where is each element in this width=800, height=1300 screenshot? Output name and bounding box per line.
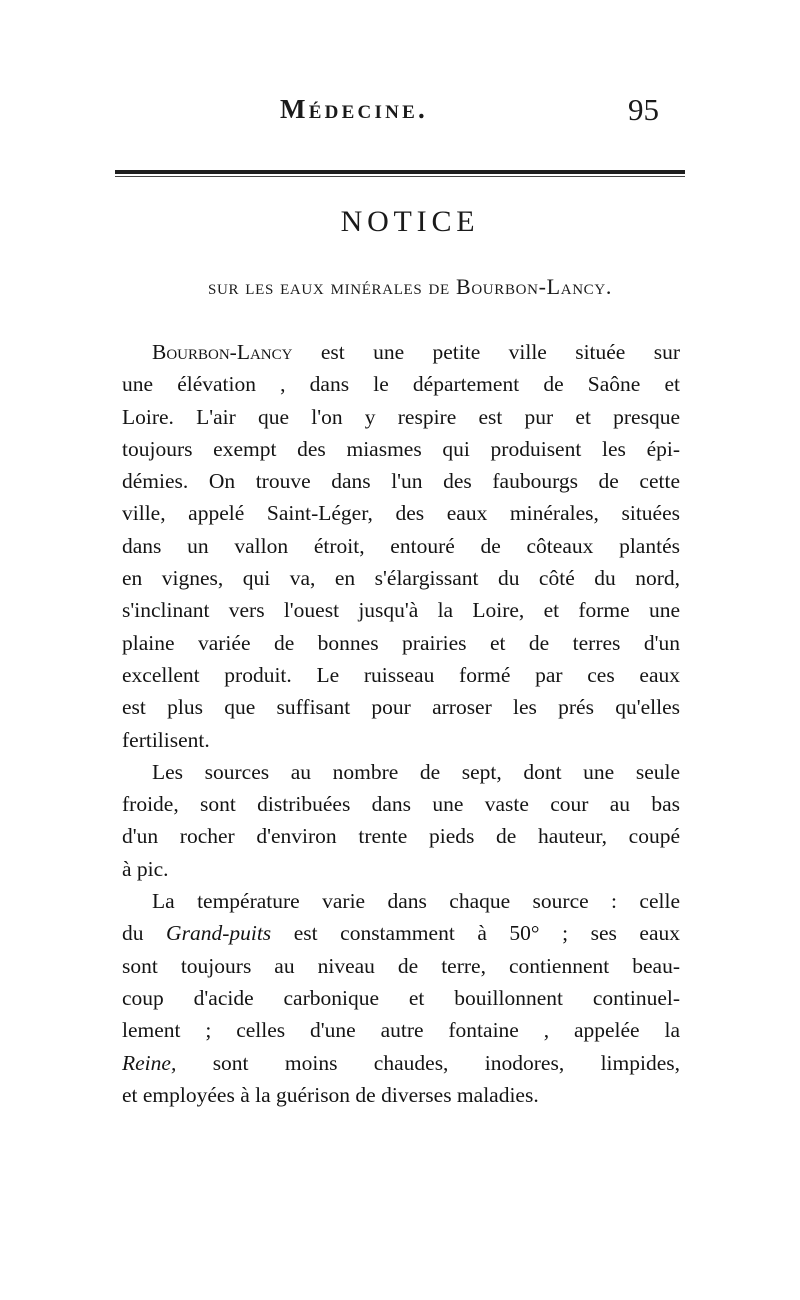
- italic-term: Reine,: [122, 1050, 177, 1075]
- text-line: en vignes, qui va, en s'élargissant du côté du nord,: [122, 566, 680, 591]
- text-line: démies. On trouve dans l'un des faubourgs de cette: [122, 469, 680, 494]
- text-line: excellent produit. Le ruisseau formé par ces eaux: [122, 662, 680, 687]
- text-line: est plus que suffisant pour arroser les prés qu'elles: [122, 695, 680, 720]
- text-line: sont toujours au niveau de terre, contiennent beau-: [122, 953, 680, 978]
- text-line: d'un rocher d'environ trente pieds de hauteur, coupé: [122, 824, 680, 849]
- body-text: [122, 336, 680, 1111]
- header-rule-thick: [115, 170, 685, 174]
- paragraph-3: [122, 885, 680, 1111]
- text-line: une élévation , dans le département de Saône et: [122, 372, 680, 397]
- italic-term: Grand-puits: [166, 921, 272, 946]
- text-line: [122, 1047, 680, 1079]
- running-head: [0, 94, 800, 134]
- text-line: toujours exempt des miasmes qui produisent les épi-: [122, 436, 680, 461]
- paragraph-2: [122, 756, 680, 885]
- notice-title: NOTICE: [340, 205, 480, 238]
- paragraph-1: [122, 336, 680, 756]
- line-text: sont moins chaudes, inodores, limpides,: [176, 1050, 680, 1075]
- text-line: Loire. L'air que l'on y respire est pur et presque: [122, 404, 680, 429]
- text-line: à pic.: [122, 856, 169, 881]
- text-line: froide, sont distribuées dans une vaste cour au bas: [122, 792, 680, 817]
- lead-small-caps: Bourbon-Lancy: [152, 340, 293, 364]
- text-line: s'inclinant vers l'ouest jusqu'à la Loire, et forme une: [122, 598, 680, 623]
- line-text: est une petite ville située sur: [292, 340, 680, 364]
- text-line: Les sources au nombre de sept, dont une seule: [152, 759, 680, 784]
- text-line: dans un vallon étroit, entouré de côteaux plantés: [122, 533, 680, 558]
- running-title: Médecine.: [280, 94, 428, 124]
- notice-subtitle: sur les eaux minérales de Bourbon-Lancy.: [207, 274, 612, 299]
- text-line: [122, 336, 680, 368]
- text-line: lement ; celles d'une autre fontaine , appelée la: [122, 1018, 680, 1043]
- text-line: coup d'acide carbonique et bouillonnent continuel-: [122, 985, 680, 1010]
- text-line: et employées à la guérison de diverses maladies.: [122, 1082, 539, 1107]
- header-rule-thin: [115, 176, 685, 177]
- line-text: est constamment à 50° ; ses eaux: [271, 921, 680, 946]
- text-line: plaine variée de bonnes prairies et de terres d'un: [122, 630, 680, 655]
- page-number: 95: [628, 92, 659, 127]
- text-line: ville, appelé Saint-Léger, des eaux minérales, situées: [122, 501, 680, 526]
- text-line: fertilisent.: [122, 727, 210, 752]
- text-line: [122, 917, 680, 949]
- text-line: La température varie dans chaque source : celle: [152, 889, 680, 914]
- line-text: du: [122, 921, 167, 946]
